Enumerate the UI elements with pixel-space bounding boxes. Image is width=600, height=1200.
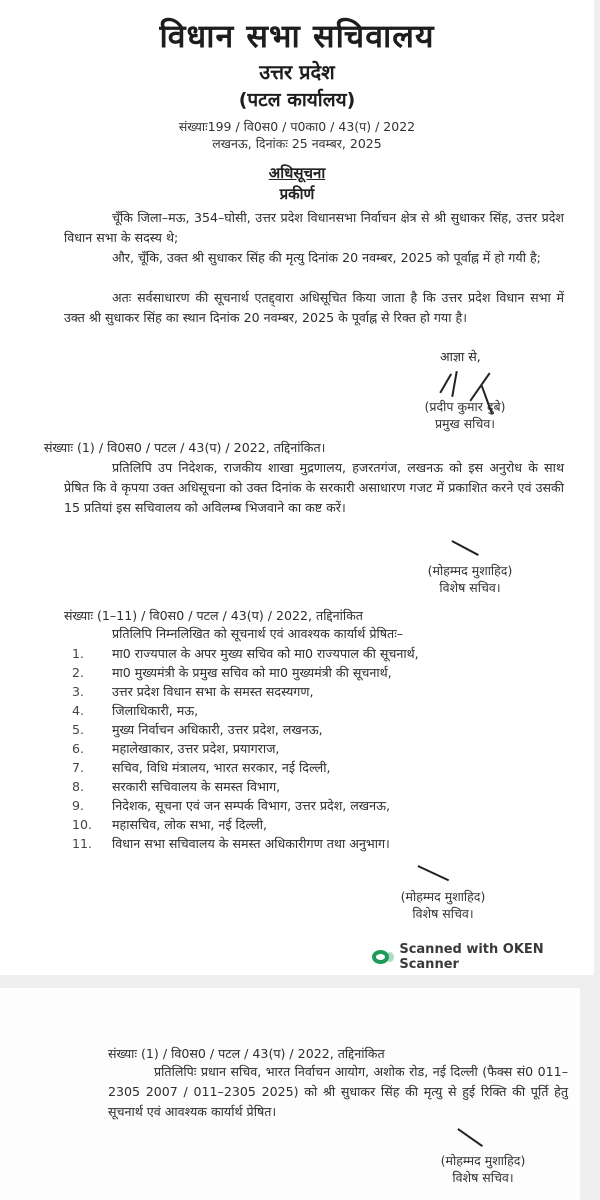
page2-reference: संख्याः (1) / वि0स0 / पटल / 43(प) / 2022, तद्दिनांकित — [108, 1046, 385, 1061]
oken-scanner-logo-icon — [372, 950, 389, 964]
reference-number: संख्याः199 / वि0स0 / प0का0 / 43(प) / 2022 — [178, 119, 416, 134]
office-title: विधान सभा सचिवालय — [159, 17, 435, 55]
notification-para-3: अतः सर्वसाधारण की सूचनार्थ एतद्द्वारा अधिसूचित किया जाता है कि उत्तर प्रदेश विधान सभा में उक्त श्री सुधाकर सिंह का स्थान दिनांक 20 नवम्बर, 2025 के पूर्वाह्न से रिक्त हो गया है। — [64, 290, 564, 325]
notification-title: अधिसूचना — [268, 164, 326, 182]
notification-para-2: और, चूँकि, उक्त श्री सुधाकर सिंह की मृत्यु दिनांक 20 नवम्बर, 2025 को पूर्वाह्न में हो गयी है; — [112, 250, 541, 265]
list-item: 6. महालेखाकार, उत्तर प्रदेश, प्रयागराज, — [72, 741, 280, 756]
signatory-block-4: (मोहम्मद मुशाहिद) विशेष सचिव। — [440, 1153, 526, 1185]
page2-text: प्रतिलिपिः प्रधान सचिव, भारत निर्वाचन आयोग, अशोक रोड, नई दिल्ली (फैक्स सं0 011–2305 2007 / 011–2305 2025) को श्री सुधाकर सिंह की मृत्यु से हुई रिक्ति की पूर्ति हेतु सूचनार्थ एवं आवश्यक कार्यार्थ प्रेषित। — [108, 1064, 568, 1119]
copy2-reference: संख्याः (1–11) / वि0स0 / पटल / 43(प) / 2022, तद्दिनांकित — [64, 608, 363, 623]
list-item: 2. मा0 मुख्यमंत्री के प्रमुख सचिव को मा0 मुख्यमंत्री की सूचनार्थ, — [72, 665, 392, 680]
list-item: 11. विधान सभा सचिवालय के समस्त अधिकारीगण तथा अनुभाग। — [72, 836, 390, 851]
document-page-2 — [0, 988, 580, 1200]
signatory-block-1: (प्रदीप कुमार दुबे) प्रमुख सचिव। — [424, 399, 506, 431]
list-item: 4. जिलाधिकारी, मऊ, — [72, 703, 199, 718]
notification-subtitle: प्रकीर्ण — [279, 185, 315, 203]
list-item: 9. निदेशक, सूचना एवं जन सम्पर्क विभाग, उत्तर प्रदेश, लखनऊ, — [72, 798, 390, 813]
list-item: 8. सरकारी सचिवालय के समस्त विभाग, — [72, 779, 281, 794]
signature-stroke — [452, 540, 479, 555]
signature-stroke — [418, 865, 449, 881]
list-item: 10. महासचिव, लोक सभा, नई दिल्ली, — [72, 817, 267, 832]
signatory-block-2: (मोहम्मद मुशाहिद) विशेष सचिव। — [427, 563, 513, 595]
copy1-reference: संख्याः (1) / वि0स0 / पटल / 43(प) / 2022, तद्दिनांकित। — [44, 440, 326, 455]
copy1-text: प्रतिलिपि उप निदेशक, राजकीय शाखा मुद्रणालय, हजरतगंज, लखनऊ को इस अनुरोध के साथ प्रेषित कि वे कृपया उक्त अधिसूचना को उक्त दिनांक के सरकारी असाधारण गजट में प्रकाशित करने एवं उसकी 15 प्रतियां इस सचिवालय को अविलम्ब भिजवाने का कष्ट करें। — [64, 460, 564, 515]
signature-stroke — [458, 1128, 483, 1146]
order-text: आज्ञा से, — [440, 349, 481, 364]
scanner-watermark: Scanned with OKEN Scanner — [372, 942, 594, 972]
place-date: लखनऊ, दिनांकः 25 नवम्बर, 2025 — [212, 136, 382, 151]
list-item: 3. उत्तर प्रदेश विधान सभा के समस्त सदस्यगण, — [72, 684, 314, 699]
list-item: 7. सचिव, विधि मंत्रालय, भारत सरकार, नई दिल्ली, — [72, 760, 331, 775]
office-subtitle: (पटल कार्यालय) — [238, 89, 356, 111]
list-item: 1. मा0 राज्यपाल के अपर मुख्य सचिव को मा0 राज्यपाल की सूचनार्थ, — [72, 646, 419, 661]
signatory-block-3: (मोहम्मद मुशाहिद) विशेष सचिव। — [400, 889, 486, 921]
state-name: उत्तर प्रदेश — [259, 60, 335, 84]
list-item: 5. मुख्य निर्वाचन अधिकारी, उत्तर प्रदेश, लखनऊ, — [72, 722, 323, 737]
notification-para-1: चूँकि जिला–मऊ, 354–घोसी, उत्तर प्रदेश विधानसभा निर्वाचन क्षेत्र से श्री सुधाकर सिंह, उत्तर प्रदेश विधान सभा के सदस्य थे; — [64, 210, 564, 245]
copy2-intro: प्रतिलिपि निम्नलिखित को सूचनार्थ एवं आवश्यक कार्यार्थ प्रेषितः– — [112, 626, 404, 641]
